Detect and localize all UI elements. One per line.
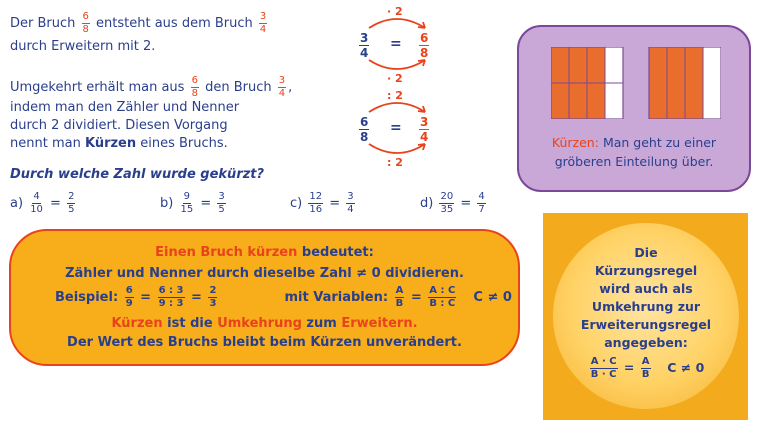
intro2-line-2: indem man den Zähler und Nenner bbox=[10, 100, 240, 115]
op-div-2-bottom: : 2 bbox=[387, 156, 403, 169]
exercise-item-c: c) $\frac{12}{16}$ = $\frac{3}{4}$ bbox=[290, 191, 354, 215]
exercise-item-b: b) $\frac{9}{15}$ = $\frac{3}{5}$ bbox=[160, 191, 225, 215]
rule-line-1: Zähler und Nenner durch dieselbe Zahl ≠ 0 dividieren. bbox=[65, 266, 464, 281]
fraction-3-4: $\frac{3}{4}$ bbox=[360, 31, 369, 60]
kuerzen-panel bbox=[517, 25, 751, 192]
intro-line-1: Der Bruch $\frac{6}{8}$ entsteht aus dem Bruch $\frac{3}{4}$ bbox=[10, 11, 267, 35]
fraction-3-4: $\frac{3}{4}$ bbox=[420, 115, 429, 144]
expand-diagram bbox=[347, 4, 447, 86]
rule-box bbox=[9, 229, 520, 366]
rule-title: Einen Bruch kürzen bedeutet: bbox=[155, 245, 374, 260]
regel-line-6: angegeben: bbox=[604, 335, 688, 350]
exercise-item-d: d) $\frac{20}{35}$ = $\frac{4}{7}$ bbox=[420, 191, 485, 215]
regel-circle bbox=[553, 223, 739, 409]
exercise-item-a: a) $\frac{4}{10}$ = $\frac{2}{5}$ bbox=[10, 191, 75, 215]
fraction-6-8: $\frac{6}{8}$ bbox=[191, 75, 198, 99]
equals-sign: = bbox=[390, 120, 402, 136]
fraction-6-8: $\frac{6}{8}$ bbox=[360, 115, 369, 144]
regel-line-5: Erweiterungsregel bbox=[580, 317, 712, 332]
regel-line-3: wird auch als bbox=[599, 281, 693, 296]
reduce-diagram bbox=[347, 88, 447, 170]
term-kuerzen: Kürzen bbox=[84, 136, 137, 151]
intro2-line-3: durch 2 dividiert. Diesen Vorgang bbox=[10, 118, 228, 133]
intro-line-2: durch Erweitern mit 2. bbox=[10, 39, 156, 54]
fraction-3-4: $\frac{3}{4}$ bbox=[278, 75, 286, 99]
regel-line-4: Umkehrung zur bbox=[591, 299, 701, 314]
op-times-2-bottom: · 2 bbox=[387, 72, 403, 85]
fraction-6-8: $\frac{6}{8}$ bbox=[420, 31, 429, 60]
rule-line-3: Kürzen ist die Umkehrung zum Erweitern. bbox=[111, 316, 418, 331]
kuerzen-caption-2: gröberen Einteilung über. bbox=[554, 154, 714, 169]
kuerzen-caption-1: Kürzen: Man geht zu einer bbox=[551, 135, 717, 150]
bar-illustration bbox=[551, 47, 721, 119]
rule-example-line: Beispiel: $\frac{6}{9}$ = $\frac{6 : 3}{9 : 3}$ = $\frac{2}{3}$ mit Variablen: $\frac{A}{B}$ = $\frac{A : C}{B : C}$ C ≠ 0 bbox=[55, 285, 512, 309]
intro2-line-1: Umgekehrt erhält man aus $\frac{6}{8}$ den Bruch $\frac{3}{4}$ , bbox=[10, 75, 293, 99]
op-times-2-top: · 2 bbox=[387, 5, 403, 18]
equals-sign: = bbox=[390, 36, 402, 52]
fraction-3-4: $\frac{3}{4}$ bbox=[259, 11, 267, 35]
intro2-line-4: nennt man Kürzen eines Bruchs. bbox=[10, 136, 228, 151]
regel-line-1: Die bbox=[634, 245, 658, 260]
op-div-2-top: : 2 bbox=[387, 89, 403, 102]
rule-line-4: Der Wert des Bruchs bleibt beim Kürzen unverändert. bbox=[67, 335, 462, 350]
fraction-6-8: $\frac{6}{8}$ bbox=[82, 11, 89, 35]
regel-formula: $\frac{A \cdot C}{B \cdot C}$ = $\frac{A}{B}$ C ≠ 0 bbox=[590, 356, 705, 380]
regel-line-2: Kürzungsregel bbox=[594, 263, 698, 278]
exercise-question: Durch welche Zahl wurde gekürzt? bbox=[10, 167, 265, 182]
